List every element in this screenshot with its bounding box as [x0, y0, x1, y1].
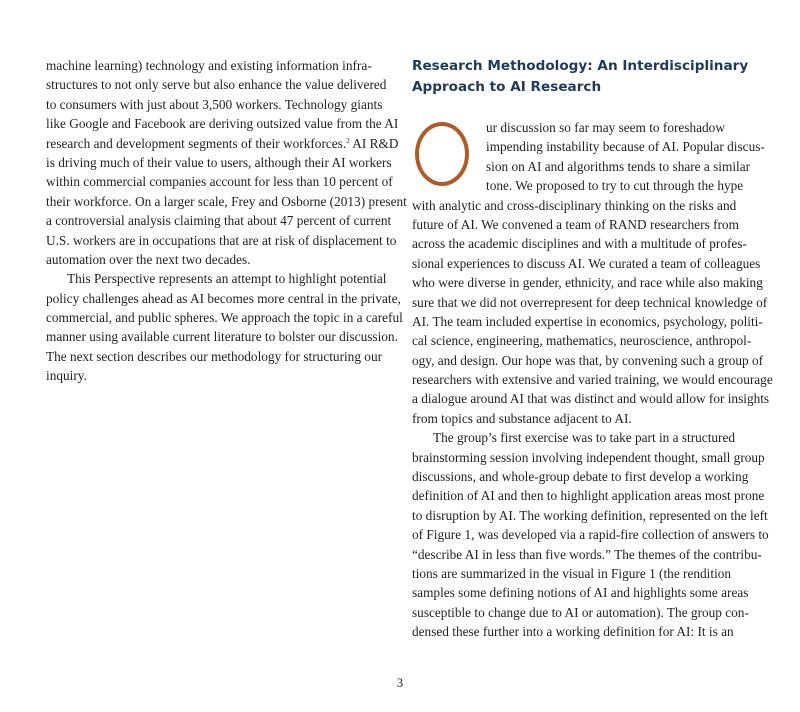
text-line: commercial, and public spheres. We approach the topic in a careful [46, 310, 403, 326]
page-number: 3 [396, 676, 404, 690]
text-line: who were diverse in gender, ethnicity, and race while also making [412, 275, 763, 291]
text-line: ur discussion so far may seem to foreshadow [486, 120, 725, 135]
right-paragraph-1 [412, 118, 773, 428]
text-line: “describe AI in less than five words.” The themes of the contribu- [412, 546, 762, 562]
text-line: discussions, and whole-group debate to first develop a working [412, 469, 749, 485]
text-line: tions are summarized in the visual in Figure 1 (the rendition [412, 565, 732, 581]
text-line: manner using available current literature to bolster our discussion. [46, 329, 398, 345]
text-line: of Figure 1, was developed via a rapid-fire collection of answers to [412, 527, 769, 543]
text-line: sure that we did not overrepresent for deep technical knowledge of [412, 294, 768, 310]
text-line: within commercial companies account for less than 10 percent of [46, 174, 393, 190]
right-paragraph-2 [412, 428, 769, 641]
heading-line: Approach to AI Research [412, 79, 602, 95]
text-line: This Perspective represents an attempt to highlight potential [67, 271, 387, 287]
text-line: The group’s first exercise was to take part in a structured [433, 430, 736, 446]
text-line: a dialogue around AI that was distinct and would allow for insights [412, 391, 770, 407]
text-line: brainstorming session involving independent thought, small group [412, 449, 765, 465]
text-line: future of AI. We convened a team of RAND researchers from [412, 216, 739, 232]
text-line: sion on AI and algorithms tends to share a similar [486, 158, 751, 174]
text-line: sional experiences to discuss AI. We curated a team of colleagues [412, 255, 761, 271]
text-line: ogy, and design. Our hope was that, by convening such a group of [412, 352, 764, 368]
text-line: machine learning) technology and existing information infra- [46, 58, 372, 73]
text-line: to consumers with just about 3,500 workers. Technology giants [46, 96, 383, 112]
text-line: U.S. workers are in occupations that are at risk of displacement to [46, 232, 397, 248]
text-line: a controversial analysis claiming that about 47 percent of current [46, 213, 392, 229]
text-line: like Google and Facebook are deriving outsized value from the AI [46, 116, 399, 132]
text-line: across the academic disciplines and with a multitude of profes- [412, 236, 747, 252]
left-paragraph-1 [46, 56, 407, 269]
text-line: their workforce. On a larger scale, Frey and Osborne (2013) present [46, 193, 407, 209]
text-line: policy challenges ahead as AI becomes more central in the private, [46, 290, 401, 306]
text-line: samples some defining notions of AI and highlights some areas [412, 585, 749, 601]
heading-line: Research Methodology: An Interdisciplinary [412, 58, 749, 74]
drop-cap-o [415, 122, 469, 186]
text-fragment: AI R&D [349, 135, 399, 151]
text-line: susceptible to change due to AI or automation). The group con- [412, 604, 749, 620]
text-line: AI. The team included expertise in economics, psychology, politi- [412, 313, 763, 329]
text-line: automation over the next two decades. [46, 251, 251, 267]
text-line: is driving much of their value to users, although their AI workers [46, 154, 392, 170]
left-column [46, 56, 407, 386]
text-line: cal science, engineering, mathematics, neuroscience, anthropol- [412, 333, 752, 349]
text-line: densed these further into a working definition for AI: It is an [412, 624, 734, 640]
left-paragraph-2 [46, 269, 403, 385]
text-line: definition of AI and then to highlight application areas most prone [412, 488, 765, 504]
section-heading [412, 56, 758, 98]
text-line: tone. We proposed to try to cut through the hype [486, 178, 744, 194]
text-line: with analytic and cross-disciplinary thinking on the risks and [412, 197, 737, 213]
text-line: The next section describes our methodology for structuring our [46, 348, 383, 364]
text-line: impending instability because of AI. Popular discus- [486, 139, 765, 155]
text-line: to disruption by AI. The working definition, represented on the left [412, 507, 768, 523]
text-line-with-footnote [46, 134, 399, 153]
text-line: inquiry. [46, 368, 87, 384]
footnote-marker[interactable]: 2 [346, 136, 350, 145]
text-fragment: research and development segments of their workforces. [46, 135, 347, 151]
text-line: from topics and substance adjacent to AI. [412, 410, 632, 426]
text-line: structures to not only serve but also enhance the value delivered [46, 77, 387, 93]
right-column [412, 56, 773, 642]
text-line: researchers with extensive and varied training, we would encourage [412, 372, 773, 388]
